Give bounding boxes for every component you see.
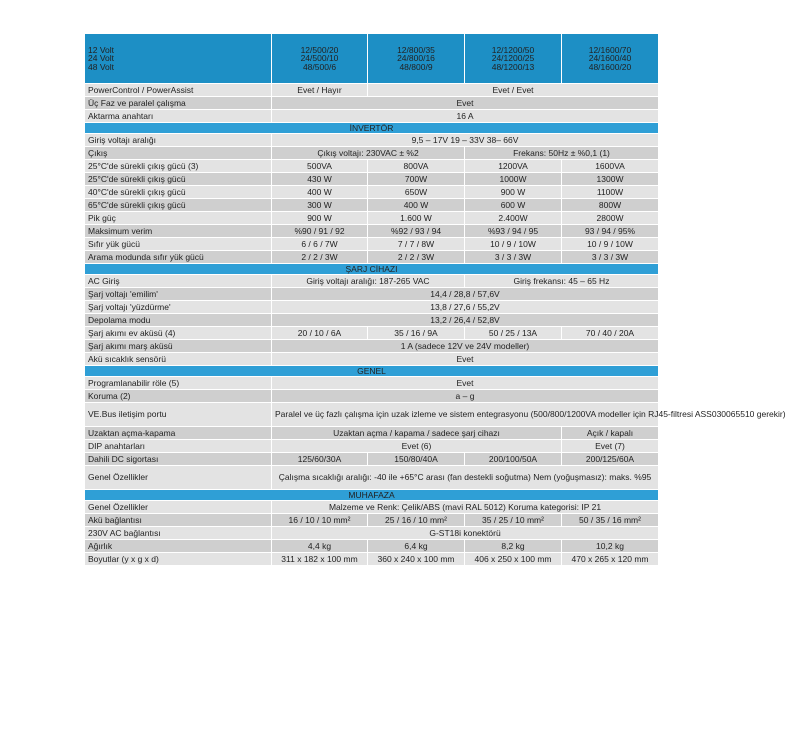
spec-label: Üç Faz ve paralel çalışma [85, 97, 272, 110]
spec-value: 7 / 7 / 8W [368, 238, 465, 251]
model-label: 48/1600/20 [588, 61, 632, 72]
spec-row [85, 514, 659, 527]
spec-label: Aktarma anahtarı [85, 110, 272, 123]
spec-value: 360 x 240 x 100 mm [368, 553, 465, 566]
spec-label: 25°C'de sürekli çıkış gücü (3) [85, 160, 272, 173]
spec-value: 900 W [272, 212, 368, 225]
spec-value: 10 / 9 / 10W [562, 238, 659, 251]
spec-value: 1200VA [465, 160, 562, 173]
spec-row [85, 553, 659, 566]
spec-row [85, 427, 659, 440]
spec-value: 500VA [272, 160, 368, 173]
spec-label: Pik güç [85, 212, 272, 225]
spec-row [85, 314, 659, 327]
spec-value: 13,8 / 27,6 / 55,2V [272, 301, 659, 314]
section-title: MUHAFAZA [85, 490, 659, 501]
spec-label: Koruma (2) [85, 390, 272, 403]
spec-label: Boyutlar (y x g x d) [85, 553, 272, 566]
model-header [272, 34, 368, 84]
spec-value: 400 W [368, 199, 465, 212]
spec-value: 3 / 3 / 3W [562, 251, 659, 264]
model-header [465, 34, 562, 84]
section-header-row [85, 490, 659, 501]
spec-label: DIP anahtarları [85, 440, 272, 453]
spec-value: 1600VA [562, 160, 659, 173]
model-header [562, 34, 659, 84]
model-label: 48/1200/13 [491, 61, 535, 72]
spec-label: Ağırlık [85, 540, 272, 553]
spec-value: Evet (7) [562, 440, 659, 453]
spec-value: 50 / 35 / 16 mm² [562, 514, 659, 527]
spec-label: VE.Bus iletişim portu [85, 403, 272, 427]
model-label: 24/1200/25 [491, 53, 535, 64]
spec-value: 35 / 16 / 9A [368, 327, 465, 340]
section-header-row [85, 264, 659, 275]
spec-label: PowerControl / PowerAssist [85, 84, 272, 97]
spec-value: Evet / Evet [368, 84, 659, 97]
model-label: 24/800/16 [397, 53, 435, 64]
spec-value: Uzaktan açma / kapama / sadece şarj cihazı [272, 427, 562, 440]
spec-value: 125/60/30A [272, 453, 368, 466]
model-header [368, 34, 465, 84]
spec-row [85, 301, 659, 314]
model-label: 12/1200/50 [491, 44, 535, 55]
section-header-row [85, 366, 659, 377]
spec-row [85, 84, 659, 97]
spec-label: Çıkış [85, 147, 272, 160]
spec-value: 800W [562, 199, 659, 212]
spec-row [85, 390, 659, 403]
spec-row [85, 134, 659, 147]
model-label: 48/500/6 [302, 61, 337, 72]
spec-label: Giriş voltajı aralığı [85, 134, 272, 147]
spec-row [85, 147, 659, 160]
spec-row [85, 110, 659, 123]
spec-value: 1100W [562, 186, 659, 199]
spec-label: Programlanabilir röle (5) [85, 377, 272, 390]
spec-value: Evet [272, 97, 659, 110]
spec-value: Çalışma sıcaklığı aralığı: -40 ile +65°C arası (fan destekli soğutma) Nem (yoğuşmasız): maks. %95 [272, 466, 659, 490]
spec-value: 20 / 10 / 6A [272, 327, 368, 340]
spec-row [85, 225, 659, 238]
spec-value: 200/125/60A [562, 453, 659, 466]
spec-label: Uzaktan açma-kapama [85, 427, 272, 440]
spec-value: 1.600 W [368, 212, 465, 225]
spec-label: Arama modunda sıfır yük gücü [85, 251, 272, 264]
spec-row [85, 288, 659, 301]
spec-value: 9,5 – 17V 19 – 33V 38– 66V [272, 134, 659, 147]
spec-row [85, 238, 659, 251]
spec-row [85, 527, 659, 540]
spec-value: G-ST18i konektörü [272, 527, 659, 540]
model-label: 24/1600/40 [588, 53, 632, 64]
spec-table-body [85, 34, 786, 566]
voltage-label: 12 Volt [88, 44, 114, 55]
spec-table [84, 33, 786, 566]
spec-value: Evet [272, 353, 659, 366]
spec-value: a – g [272, 390, 659, 403]
spec-value: Evet [272, 377, 659, 390]
spec-value: 93 / 94 / 95% [562, 225, 659, 238]
spec-row [85, 377, 659, 390]
spec-label: Şarj akımı marş aküsü [85, 340, 272, 353]
spec-value: 25 / 16 / 10 mm² [368, 514, 465, 527]
spec-value: 470 x 265 x 120 mm [562, 553, 659, 566]
spec-row [85, 540, 659, 553]
spec-value: 70 / 40 / 20A [562, 327, 659, 340]
spec-value: Malzeme ve Renk: Çelik/ABS (mavi RAL 5012) Koruma kategorisi: IP 21 [272, 501, 659, 514]
spec-label: Akü sıcaklık sensörü [85, 353, 272, 366]
spec-value: 200/100/50A [465, 453, 562, 466]
spec-row [85, 275, 659, 288]
spec-value: 800VA [368, 160, 465, 173]
spec-value: Paralel ve üç fazlı çalışma için uzak izleme ve sistem entegrasyonu (500/800/1200VA modeller için RJ45-filtresi ASS030065510 gerekir) [272, 403, 659, 427]
spec-label: Dahili DC sigortası [85, 453, 272, 466]
spec-label: AC Giriş [85, 275, 272, 288]
spec-label: 65°C'de sürekli çıkış gücü [85, 199, 272, 212]
spec-row [85, 186, 659, 199]
spec-value: Açık / kapalı [562, 427, 659, 440]
voltage-label: 48 Volt [88, 61, 114, 72]
spec-value: Frekans: 50Hz ± %0,1 (1) [465, 147, 659, 160]
spec-label: Genel Özellikler [85, 466, 272, 490]
spec-value: 1000W [465, 173, 562, 186]
section-title: İNVERTÖR [85, 123, 659, 134]
spec-row [85, 501, 659, 514]
spec-value: 430 W [272, 173, 368, 186]
spec-value: 3 / 3 / 3W [465, 251, 562, 264]
spec-label: Sıfır yük gücü [85, 238, 272, 251]
spec-label: 40°C'de sürekli çıkış gücü [85, 186, 272, 199]
model-label: 48/800/9 [399, 61, 433, 72]
spec-value: 1300W [562, 173, 659, 186]
spec-value: 6,4 kg [368, 540, 465, 553]
section-title: ŞARJ CİHAZI [85, 264, 659, 275]
spec-label: Şarj voltajı 'emilim' [85, 288, 272, 301]
spec-value: Giriş voltajı aralığı: 187-265 VAC [272, 275, 465, 288]
spec-value: 35 / 25 / 10 mm² [465, 514, 562, 527]
spec-row [85, 453, 659, 466]
spec-value: Giriş frekansı: 45 – 65 Hz [465, 275, 659, 288]
spec-label: 230V AC bağlantısı [85, 527, 272, 540]
spec-value: 6 / 6 / 7W [272, 238, 368, 251]
section-header-row [85, 123, 659, 134]
header-row [85, 34, 659, 84]
spec-value: 2 / 2 / 3W [272, 251, 368, 264]
spec-value: 2 / 2 / 3W [368, 251, 465, 264]
spec-value: 4,4 kg [272, 540, 368, 553]
spec-value: 900 W [465, 186, 562, 199]
spec-value: %93 / 94 / 95 [465, 225, 562, 238]
spec-row [85, 199, 659, 212]
spec-value: 50 / 25 / 13A [465, 327, 562, 340]
model-label: 24/500/10 [300, 53, 339, 64]
spec-value: 13,2 / 26,4 / 52,8V [272, 314, 659, 327]
spec-value: 10,2 kg [562, 540, 659, 553]
spec-value: 14,4 / 28,8 / 57,6V [272, 288, 659, 301]
spec-value: 406 x 250 x 100 mm [465, 553, 562, 566]
spec-value: 311 x 182 x 100 mm [272, 553, 368, 566]
spec-row [85, 340, 659, 353]
spec-row [85, 212, 659, 225]
spec-label: Akü bağlantısı [85, 514, 272, 527]
spec-row [85, 97, 659, 110]
spec-label: Depolama modu [85, 314, 272, 327]
spec-value: 2800W [562, 212, 659, 225]
spec-value: 16 / 10 / 10 mm² [272, 514, 368, 527]
voltage-label: 24 Volt [88, 53, 114, 64]
model-label: 12/800/35 [397, 44, 435, 55]
spec-label: Şarj akımı ev aküsü (4) [85, 327, 272, 340]
spec-value: 600 W [465, 199, 562, 212]
spec-value: Evet (6) [272, 440, 562, 453]
section-title: GENEL [85, 366, 659, 377]
spec-label: 25°C'de sürekli çıkış gücü [85, 173, 272, 186]
spec-row [85, 440, 659, 453]
spec-row [85, 466, 659, 490]
spec-row [85, 251, 659, 264]
spec-value: 400 W [272, 186, 368, 199]
spec-value: 8,2 kg [465, 540, 562, 553]
spec-value: 1 A (sadece 12V ve 24V modeller) [272, 340, 659, 353]
spec-row [85, 160, 659, 173]
spec-value: 150/80/40A [368, 453, 465, 466]
model-label: 12/1600/70 [588, 44, 632, 55]
spec-value: Çıkış voltajı: 230VAC ± %2 [272, 147, 465, 160]
spec-row [85, 353, 659, 366]
spec-row [85, 327, 659, 340]
spec-value: 300 W [272, 199, 368, 212]
spec-value: 650W [368, 186, 465, 199]
spec-label: Şarj voltajı 'yüzdürme' [85, 301, 272, 314]
spec-label: Genel Özellikler [85, 501, 272, 514]
spec-value: %92 / 93 / 94 [368, 225, 465, 238]
spec-value: 10 / 9 / 10W [465, 238, 562, 251]
spec-row [85, 403, 659, 427]
spec-value: Evet / Hayır [272, 84, 368, 97]
model-label: 12/500/20 [300, 44, 339, 55]
spec-row [85, 173, 659, 186]
spec-value: 700W [368, 173, 465, 186]
voltage-header [85, 34, 272, 84]
spec-value: %90 / 91 / 92 [272, 225, 368, 238]
spec-value: 2.400W [465, 212, 562, 225]
spec-value: 16 A [272, 110, 659, 123]
spec-label: Maksimum verim [85, 225, 272, 238]
